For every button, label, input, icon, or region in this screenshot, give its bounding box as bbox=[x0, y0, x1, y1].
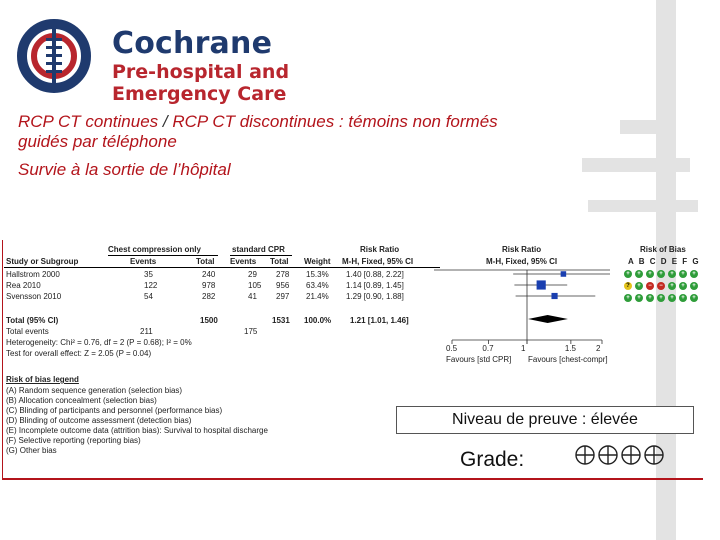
study-w: 15.3% bbox=[306, 270, 329, 279]
risk-of-bias-dot: + bbox=[635, 282, 643, 290]
header-rr2: Risk Ratio bbox=[502, 245, 542, 254]
header-group1: Chest compression only bbox=[108, 245, 201, 254]
title-part2: RCP CT discontinues : témoins non formés bbox=[167, 112, 498, 131]
axis-tick-label: 0.5 bbox=[446, 344, 458, 353]
study-t2: 956 bbox=[276, 281, 290, 290]
study-t1: 282 bbox=[202, 292, 216, 301]
legend-item: (F) Selective reporting (reporting bias) bbox=[6, 436, 141, 445]
study-name: Svensson 2010 bbox=[6, 292, 62, 301]
study-t2: 297 bbox=[276, 292, 290, 301]
legend-title: Risk of bias legend bbox=[6, 375, 79, 384]
total-t2: 1531 bbox=[272, 316, 290, 325]
header-underline-2 bbox=[230, 255, 292, 256]
risk-of-bias-dot: + bbox=[657, 294, 665, 302]
risk-of-bias-dot: + bbox=[690, 294, 698, 302]
header-rob: Risk of Bias bbox=[640, 245, 686, 254]
legend-item: (B) Allocation concealment (selection bias) bbox=[6, 396, 157, 405]
study-rr: 1.40 [0.88, 2.22] bbox=[346, 270, 404, 279]
logo-subtitle-line2: Emergency Care bbox=[112, 83, 287, 105]
total-label: Total (95% CI) bbox=[6, 316, 59, 325]
decor-bar-2 bbox=[582, 158, 690, 172]
favours-right: Favours [chest-compr] bbox=[528, 355, 608, 364]
total-events-e1: 211 bbox=[140, 327, 153, 336]
header-total2: Total bbox=[270, 257, 289, 266]
evidence-level-box: Niveau de preuve : élevée bbox=[396, 406, 694, 434]
risk-of-bias-dot: + bbox=[624, 294, 632, 302]
header-underline-1 bbox=[108, 255, 218, 256]
risk-of-bias-dot: + bbox=[679, 294, 687, 302]
header-method: M-H, Fixed, 95% CI bbox=[342, 257, 414, 266]
study-rr: 1.29 [0.90, 1.88] bbox=[346, 292, 404, 301]
risk-of-bias-dot: + bbox=[668, 282, 676, 290]
summary-diamond bbox=[528, 315, 568, 323]
overall-effect: Test for overall effect: Z = 2.05 (P = 0.04) bbox=[6, 349, 152, 358]
study-square bbox=[561, 271, 567, 277]
grade-label: Grade: bbox=[460, 448, 525, 471]
study-e2: 29 bbox=[248, 270, 257, 279]
risk-of-bias-dot: + bbox=[690, 282, 698, 290]
heterogeneity: Heterogeneity: Chi² = 0.76, df = 2 (P = 0.68); I² = 0% bbox=[6, 338, 192, 347]
legend-item: (A) Random sequence generation (selection bias) bbox=[6, 386, 183, 395]
header-events1: Events bbox=[130, 257, 157, 266]
header-total1: Total bbox=[196, 257, 215, 266]
legend-item: (C) Blinding of participants and personnel (performance bias) bbox=[6, 406, 223, 415]
study-t1: 978 bbox=[202, 281, 216, 290]
study-t2: 278 bbox=[276, 270, 290, 279]
study-e1: 54 bbox=[144, 292, 153, 301]
risk-of-bias-dot: + bbox=[668, 294, 676, 302]
axis-tick-label: 1 bbox=[521, 344, 526, 353]
risk-of-bias-dot: + bbox=[679, 270, 687, 278]
risk-of-bias-dot: − bbox=[646, 282, 654, 290]
decor-bar-1 bbox=[620, 120, 656, 134]
legend-item: (E) Incomplete outcome data (attrition bias): Survival to hospital discharge bbox=[6, 426, 268, 435]
study-name: Rea 2010 bbox=[6, 281, 41, 290]
legend-item: (D) Blinding of outcome assessment (detection bias) bbox=[6, 416, 192, 425]
header-rule bbox=[4, 267, 440, 268]
header-rr: Risk Ratio bbox=[360, 245, 400, 254]
risk-of-bias-dot: + bbox=[646, 270, 654, 278]
logo-brand: Cochrane bbox=[112, 26, 273, 61]
header-weight: Weight bbox=[304, 257, 331, 266]
study-e2: 41 bbox=[248, 292, 257, 301]
grade-rating-icons bbox=[574, 442, 666, 468]
study-name: Hallstrom 2000 bbox=[6, 270, 60, 279]
risk-of-bias-dot: + bbox=[668, 270, 676, 278]
risk-of-bias-dot: ? bbox=[624, 282, 632, 290]
total-events-label: Total events bbox=[6, 327, 49, 336]
slide-subtitle: Survie à la sortie de l’hôpital bbox=[18, 160, 231, 179]
header-method2: M-H, Fixed, 95% CI bbox=[486, 257, 558, 266]
risk-of-bias-dot: + bbox=[624, 270, 632, 278]
total-rr: 1.21 [1.01, 1.46] bbox=[350, 316, 409, 325]
total-weight: 100.0% bbox=[304, 316, 332, 325]
risk-of-bias-dot: − bbox=[657, 282, 665, 290]
risk-of-bias-dot: + bbox=[635, 270, 643, 278]
forest-plot-graphic bbox=[432, 262, 622, 370]
study-w: 21.4% bbox=[306, 292, 329, 301]
header-rob-letters: A B C D E F G bbox=[628, 257, 701, 266]
study-rr: 1.14 [0.89, 1.45] bbox=[346, 281, 404, 290]
total-t1: 1500 bbox=[200, 316, 218, 325]
axis-tick-label: 0.7 bbox=[482, 344, 494, 353]
study-e2: 105 bbox=[248, 281, 262, 290]
study-t1: 240 bbox=[202, 270, 216, 279]
title-line2: guidés par téléphone bbox=[18, 132, 177, 151]
slide-title bbox=[18, 112, 618, 152]
risk-of-bias-dot: + bbox=[646, 294, 654, 302]
risk-of-bias-dot: + bbox=[679, 282, 687, 290]
study-e1: 35 bbox=[144, 270, 153, 279]
decor-bar-3 bbox=[588, 200, 698, 212]
study-square bbox=[551, 293, 557, 299]
header-events2: Events bbox=[230, 257, 257, 266]
legend-item: (G) Other bias bbox=[6, 446, 57, 455]
favours-left: Favours [std CPR] bbox=[446, 355, 512, 364]
risk-of-bias-dot: + bbox=[657, 270, 665, 278]
study-w: 63.4% bbox=[306, 281, 329, 290]
logo-subtitle-line1: Pre-hospital and bbox=[112, 61, 290, 83]
header-group2: standard CPR bbox=[232, 245, 285, 254]
study-e1: 122 bbox=[144, 281, 158, 290]
axis-tick-label: 2 bbox=[596, 344, 601, 353]
risk-of-bias-dot: + bbox=[635, 294, 643, 302]
study-square bbox=[537, 280, 546, 289]
header-study: Study or Subgroup bbox=[6, 257, 79, 266]
axis-tick-label: 1.5 bbox=[564, 344, 576, 353]
risk-of-bias-dot: + bbox=[690, 270, 698, 278]
title-slash: / bbox=[162, 112, 168, 131]
cochrane-logo-icon bbox=[16, 18, 92, 94]
total-events-e2: 175 bbox=[244, 327, 258, 336]
title-part1: RCP CT continues bbox=[18, 112, 163, 131]
